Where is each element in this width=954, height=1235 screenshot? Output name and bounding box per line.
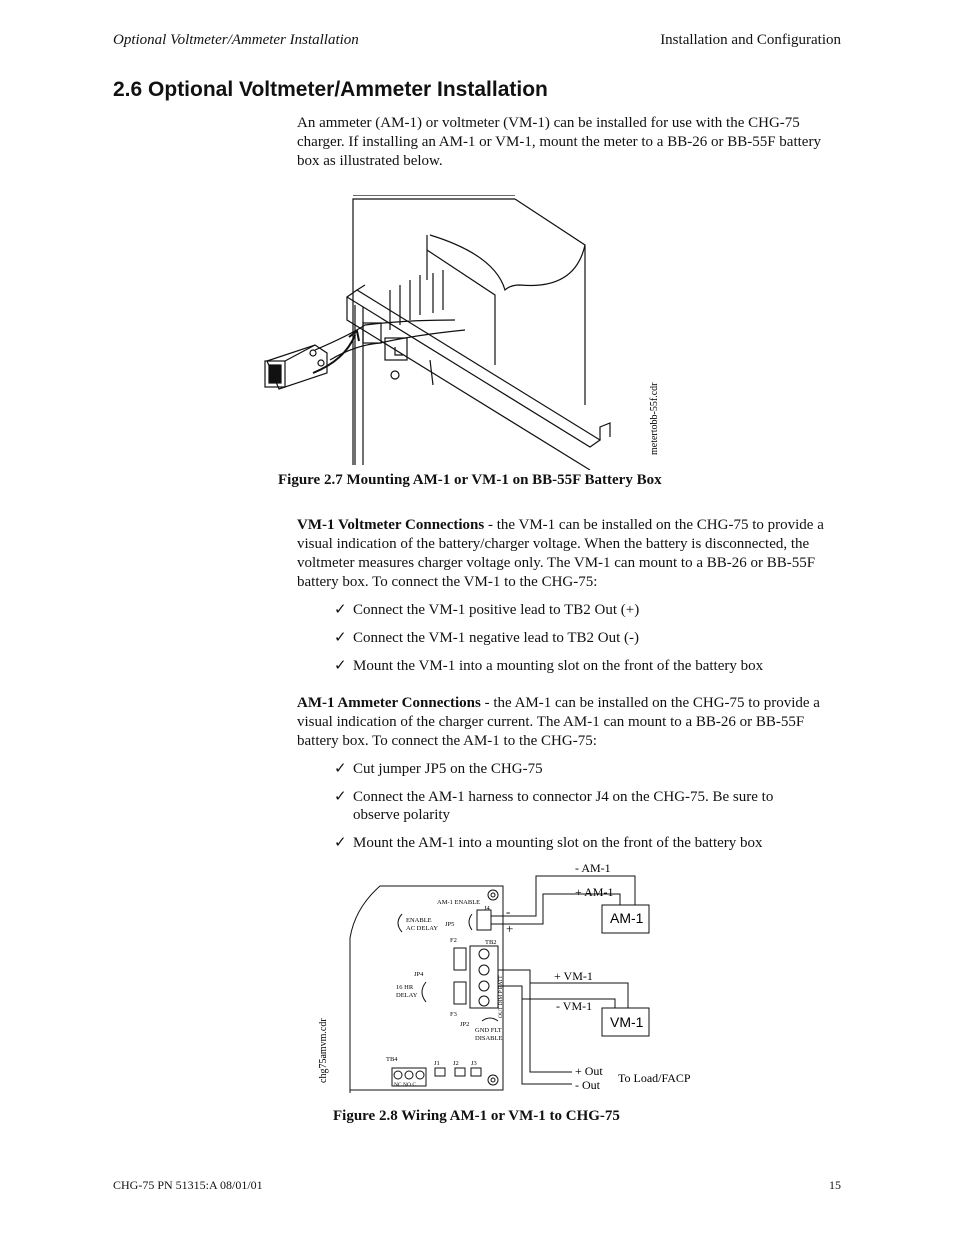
label-j4: J4 [484, 905, 490, 912]
figure2-caption: Figure 2.8 Wiring AM-1 or VM-1 to CHG-75 [333, 1108, 620, 1124]
label-jp2: JP2 [460, 1021, 470, 1028]
label-j3: J3 [471, 1060, 477, 1067]
vm1-step-3: ✓ Mount the VM-1 into a mounting slot on the front of the battery box [334, 658, 764, 674]
am1-heading: AM-1 Ammeter Connections [297, 695, 481, 711]
label-gnd-flt: GND FLT [475, 1027, 502, 1034]
am1-paragraph [297, 694, 845, 751]
label-tb2: TB2 [485, 939, 497, 946]
check-icon: ✓ [334, 835, 347, 851]
label-am1-pos: + AM-1 [575, 885, 614, 899]
running-header-right: Installation and Configuration [660, 32, 841, 48]
figure-wiring-diagram [310, 858, 710, 1098]
footer-doc-info: CHG-75 PN 51315:A 08/01/01 [113, 1178, 263, 1192]
check-icon: ✓ [334, 630, 347, 646]
label-j1: J1 [434, 1060, 440, 1067]
figure2-file-label: chg75amvm.cdr [318, 1018, 329, 1083]
label-16hr: 16 HR [396, 984, 414, 991]
label-f2: F2 [450, 937, 457, 944]
label-vm1-neg: - VM-1 [556, 999, 593, 1013]
page-number: 15 [829, 1178, 841, 1192]
label-am1-box: AM-1 [610, 910, 644, 926]
label-delay: DELAY [396, 992, 418, 999]
am1-step-2: ✓ Connect the AM-1 harness to connector J4 on the CHG-75. Be sure to observe polarity [334, 789, 774, 823]
label-enable: ENABLE [406, 917, 432, 924]
section-title: 2.6 Optional Voltmeter/Ammeter Installation [113, 78, 548, 101]
label-j4-minus: - [506, 904, 511, 919]
figure1-file-label: metertobb-55f.cdr [649, 382, 660, 455]
label-vm1-pos: + VM-1 [554, 969, 593, 983]
figure-battery-box-illustration [255, 195, 675, 470]
figure1-caption: Figure 2.7 Mounting AM-1 or VM-1 on BB-55F Battery Box [278, 472, 662, 488]
label-j4-plus: + [506, 921, 514, 936]
label-disable: DISABLE [475, 1035, 503, 1042]
vm1-heading: VM-1 Voltmeter Connections [297, 517, 485, 533]
label-tb2-side: OUT DIM P BATT [498, 975, 504, 1018]
label-vm1-box: VM-1 [610, 1014, 644, 1030]
label-out-pos: + Out [575, 1064, 603, 1078]
running-header-left: Optional Voltmeter/Ammeter Installation [113, 32, 359, 48]
check-icon: ✓ [334, 789, 347, 805]
label-am1-enable: AM-1 ENABLE [437, 899, 481, 906]
vm1-step-2: ✓ Connect the VM-1 negative lead to TB2 Out (-) [334, 630, 640, 646]
am1-body: - the AM-1 can be installed on the CHG-75 to provide a visual indication of the charger current. The AM-1 can mount to a BB-26 or BB-55F battery box. To connect the AM-1 to the CHG-75: [297, 695, 820, 749]
label-am1-neg: - AM-1 [575, 861, 611, 875]
label-tb4: TB4 [386, 1056, 398, 1063]
check-icon: ✓ [334, 602, 347, 618]
label-jp4: JP4 [414, 971, 424, 978]
label-jp5: JP5 [445, 921, 455, 928]
am1-step-3: ✓ Mount the AM-1 into a mounting slot on the front of the battery box [334, 835, 763, 851]
label-nc-no-c: NC NO C [394, 1082, 417, 1088]
am1-step-1: ✓ Cut jumper JP5 on the CHG-75 [334, 761, 543, 777]
label-f3: F3 [450, 1011, 457, 1018]
check-icon: ✓ [334, 658, 347, 674]
label-j2: J2 [453, 1060, 459, 1067]
vm1-paragraph [297, 516, 845, 592]
label-out-neg: - Out [575, 1078, 600, 1092]
vm1-step-1: ✓ Connect the VM-1 positive lead to TB2 Out (+) [334, 602, 640, 618]
check-icon: ✓ [334, 761, 347, 777]
label-ac-delay: AC DELAY [406, 925, 439, 932]
vm1-body: - the VM-1 can be installed on the CHG-75 to provide a visual indication of the battery/charger voltage. When the battery is disconnected, the voltmeter measures charger voltage only. The VM-1 can mount to a BB-26 or BB-55F battery box. To connect the VM-1 to the CHG-75: [297, 517, 824, 590]
intro-paragraph: An ammeter (AM-1) or voltmeter (VM-1) can be installed for use with the CHG-75 charger. If installing an AM-1 or VM-1, mount the meter to a BB-26 or BB-55F battery box as illustrated below. [297, 115, 821, 169]
label-load: To Load/FACP [618, 1071, 691, 1085]
